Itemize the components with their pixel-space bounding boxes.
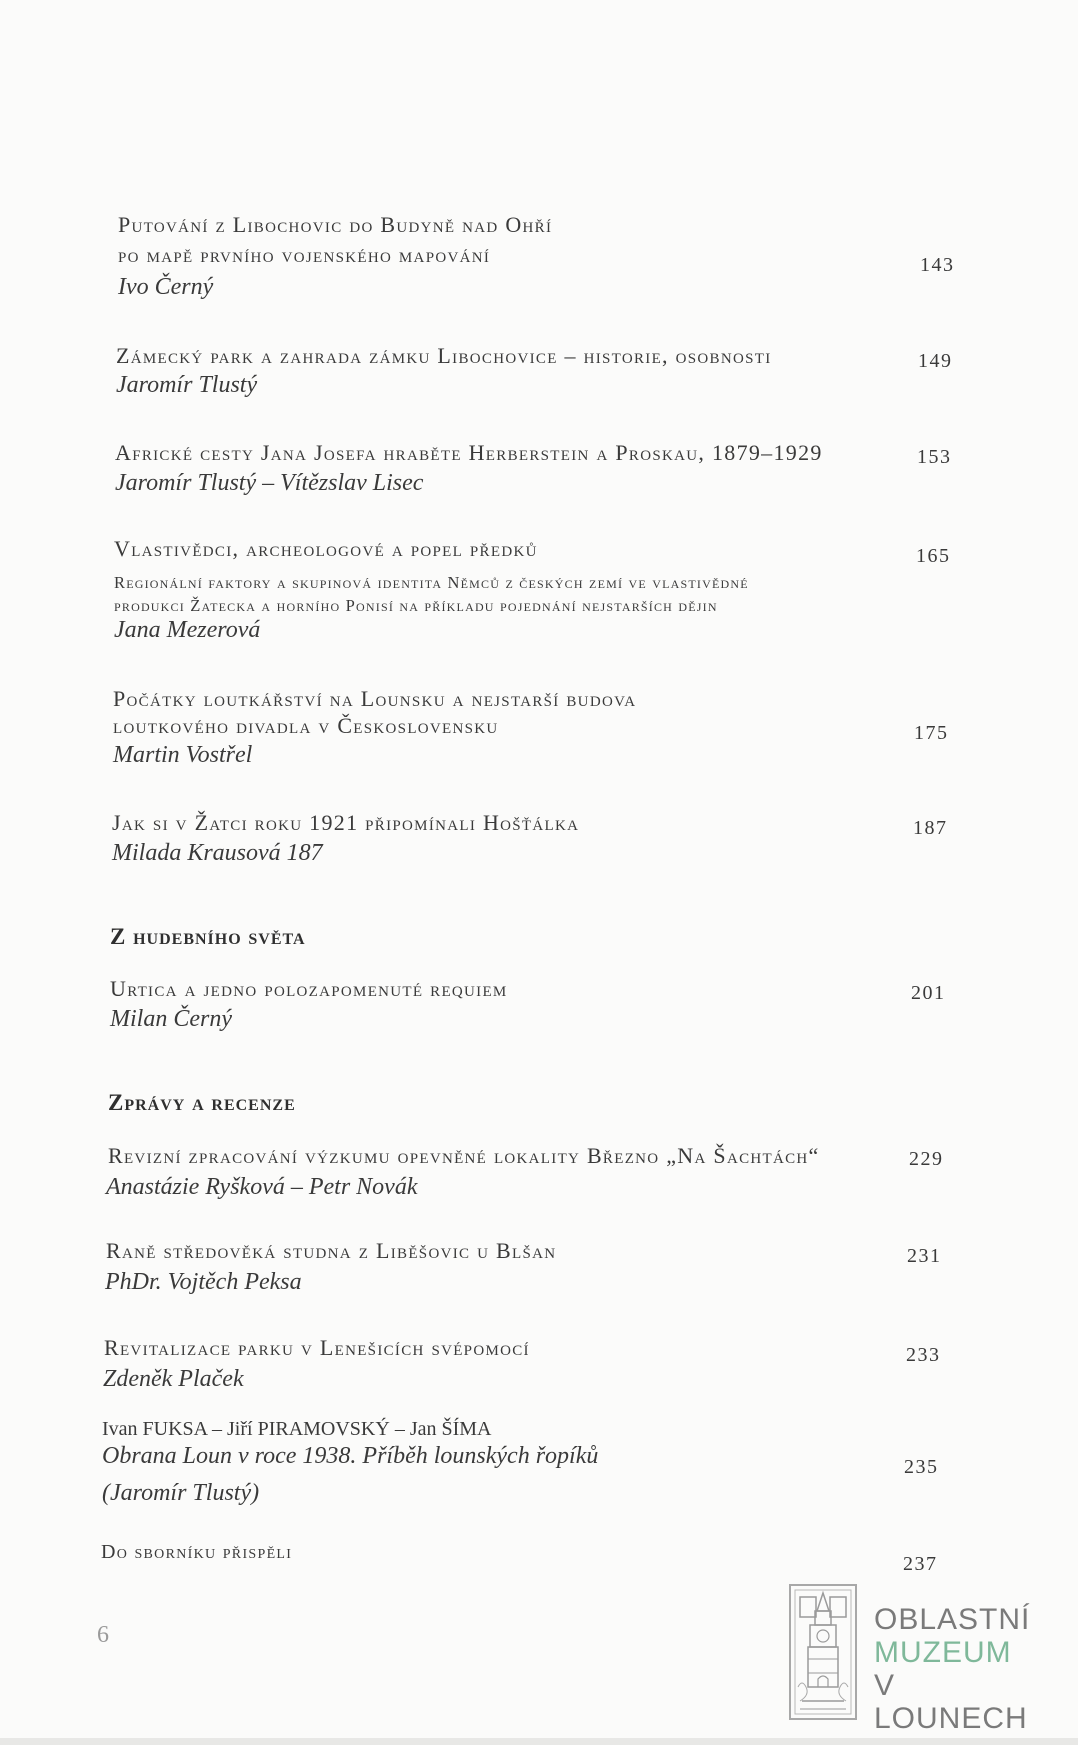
- entry-author: Obrana Loun v roce 1938. Příběh lounských řopíků: [102, 1443, 599, 1469]
- entry-author: Jaromír Tlustý: [116, 372, 258, 398]
- entry-page-number: 187: [913, 817, 948, 839]
- page-folio-number: 6: [97, 1622, 109, 1648]
- entry-page-number: 149: [918, 350, 953, 372]
- entry-author: Milada Krausová 187: [112, 840, 323, 866]
- entry-title: Do sborníku přispěli: [101, 1541, 293, 1563]
- entry-author: Zdeněk Plaček: [103, 1366, 244, 1392]
- entry-title: Raně středověká studna z Liběšovic u Blšan: [106, 1238, 557, 1263]
- entry-page-number: 237: [903, 1553, 938, 1575]
- entry-page-number: 229: [909, 1148, 944, 1170]
- entry-title: Urtica a jedno polozapomenuté requiem: [110, 976, 508, 1001]
- entry-page-number: 233: [906, 1344, 941, 1366]
- museum-logo-text: [874, 1603, 1058, 1735]
- logo-line-2: MUZEUM: [874, 1636, 1012, 1669]
- entry-title: Zámecký park a zahrada zámku Libochovice – historie, osobnosti: [116, 343, 772, 368]
- entry-author: PhDr. Vojtěch Peksa: [105, 1269, 302, 1295]
- entry-author: Jaromír Tlustý – Vítězslav Lisec: [115, 470, 424, 496]
- entry-author: Martin Vostřel: [113, 742, 253, 768]
- logo-line-3: V LOUNECH: [874, 1669, 1028, 1735]
- section-heading: Zprávy a recenze: [108, 1090, 296, 1115]
- logo-line-1: OBLASTNÍ: [874, 1603, 1031, 1636]
- entry-reviewer: (Jaromír Tlustý): [102, 1480, 260, 1506]
- entry-subtitle: Regionální faktory a skupinová identita Němců z českých zemí ve vlastivědné: [114, 573, 749, 592]
- entry-title: Revitalizace parku v Lenešicích svépomocí: [104, 1335, 530, 1360]
- entry-author: Jana Mezerová: [114, 617, 261, 643]
- entry-page-number: 175: [914, 722, 949, 744]
- review-authors: Ivan FUKSA – Jiří PIRAMOVSKÝ – Jan ŠÍMA: [102, 1418, 492, 1440]
- entry-page-number: 231: [907, 1245, 942, 1267]
- section-heading: Z hudebního světa: [110, 924, 306, 949]
- entry-page-number: 235: [904, 1456, 939, 1478]
- museum-logo: [788, 1583, 1058, 1735]
- entry-author: Milan Černý: [110, 1006, 232, 1032]
- entry-title: Revizní zpracování výzkumu opevněné lokality Březno „Na Šachtách“: [108, 1143, 820, 1168]
- entry-author: Anastázie Ryšková – Petr Novák: [106, 1174, 418, 1200]
- entry-author: Ivo Černý: [118, 274, 214, 300]
- entry-title-line2: po mapě prvního vojenského mapování: [118, 242, 491, 267]
- entry-title: Putování z Libochovic do Budyně nad Ohří: [118, 212, 553, 237]
- entry-title-line2: loutkového divadla v Československu: [113, 713, 499, 738]
- entry-title: Africké cesty Jana Josefa hraběte Herberstein a Proskau, 1879–1929: [115, 440, 823, 465]
- entry-subtitle-line2: produkci Žatecka a horního Ponisí na příkladu pojednání nejstarších dějin: [114, 596, 718, 615]
- scan-bottom-edge: [0, 1738, 1078, 1745]
- entry-title: Počátky loutkářství na Lounsku a nejstarší budova: [113, 686, 637, 711]
- entry-page-number: 165: [916, 545, 951, 567]
- entry-title: Vlastivědci, archeologové a popel předků: [114, 536, 538, 561]
- entry-page-number: 143: [920, 254, 955, 276]
- entry-title: Jak si v Žatci roku 1921 připomínali Hošťálka: [112, 810, 580, 835]
- entry-page-number: 153: [917, 446, 952, 468]
- tower-emblem-icon: [788, 1583, 858, 1721]
- entry-page-number: 201: [911, 982, 946, 1004]
